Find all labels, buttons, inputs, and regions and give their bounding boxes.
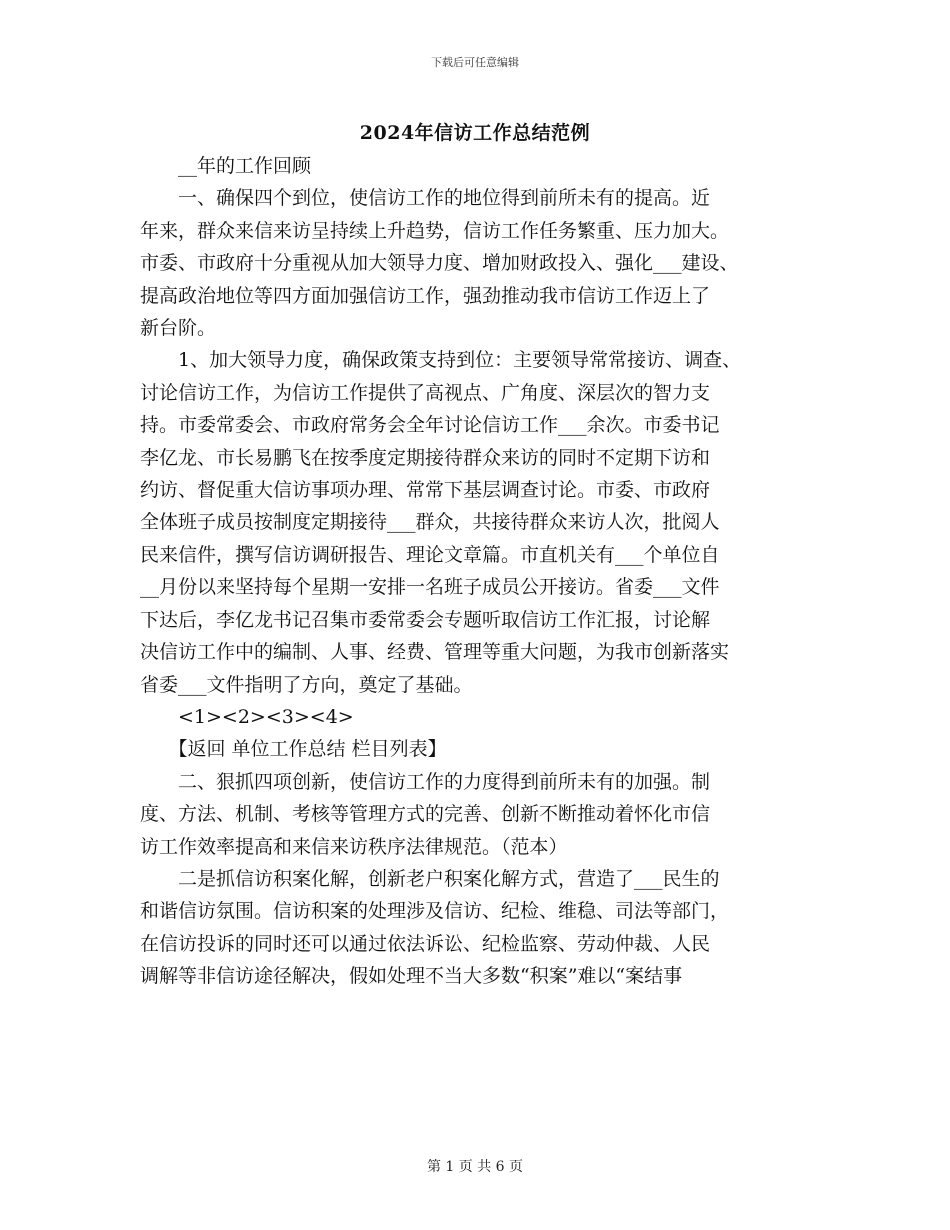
text-line: 新台阶。 (140, 317, 217, 340)
page-links[interactable]: <1><2><3><4> (140, 705, 354, 728)
text-line: 调解等非信访途径解决，假如处理不当大多数“积案”难以“案结事 (140, 965, 683, 988)
text-line: 省委___文件指明了方向，奠定了基础。 (140, 673, 473, 696)
text-line: __年的工作回顾 (140, 155, 312, 177)
text-line: 度、方法、机制、考核等管理方式的完善、创新不断推动着怀化市信 (140, 803, 711, 826)
text-line: 持。市委常委会、市政府常务会全年讨论信访工作___余次。市委书记 (140, 414, 720, 437)
text-line: __月份以来坚持每个星期一安排一名班子成员公开接访。省委___文件 (140, 576, 720, 599)
text-line: 和谐信访氛围。信访积案的处理涉及信访、纪检、维稳、司法等部门， (140, 900, 730, 923)
page-footer: 第 1 页 共 6 页 (426, 1159, 524, 1175)
document-title: 2024年信访工作总结范例 (359, 122, 591, 144)
text-line: 民来信件，撰写信访调研报告、理论文章篇。市直机关有___个单位自 (140, 543, 720, 566)
text-line: 一、确保四个到位，使信访工作的地位得到前所未有的提高。近 (140, 187, 711, 210)
document-body (140, 150, 830, 993)
text-line: 年来，群众来信来访呈持续上升趋势，信访工作任务繁重、压力加大。 (140, 219, 730, 242)
text-line: 提高政治地位等四方面加强信访工作，强劲推动我市信访工作迈上了 (140, 284, 711, 307)
text-line: 二、狠抓四项创新，使信访工作的力度得到前所未有的加强。制 (140, 770, 711, 793)
text-line: 访工作效率提高和来信来访秩序法律规范。（范本） (140, 835, 568, 858)
return-link[interactable]: 【返回 单位工作总结 栏目列表】 (140, 738, 447, 761)
text-line: 全体班子成员按制度定期接待___群众，共接待群众来访人次，批阅人 (140, 511, 720, 534)
text-line: 下达后，李亿龙书记召集市委常委会专题听取信访工作汇报，讨论解 (140, 608, 711, 631)
text-line: 二是抓信访积案化解，创新老户积案化解方式，营造了___民生的 (140, 867, 720, 890)
text-line: 市委、市政府十分重视从加大领导力度、增加财政投入、强化___建设、 (140, 252, 739, 275)
page-header: 下载后可任意编辑 (431, 56, 519, 69)
text-line: 李亿龙、市长易鹏飞在按季度定期接待群众来访的同时不定期下访和 (140, 446, 711, 469)
text-line: 决信访工作中的编制、人事、经费、管理等重大问题，为我市创新落实 (140, 641, 730, 664)
text-line: 在信访投诉的同时还可以通过依法诉讼、纪检监察、劳动仲裁、人民 (140, 932, 711, 955)
text-line: 1、加大领导力度，确保政策支持到位：主要领导常常接访、调查、 (140, 349, 742, 372)
text-line: 约访、督促重大信访事项办理、常常下基层调查讨论。市委、市政府 (140, 479, 711, 502)
text-line: 讨论信访工作，为信访工作提供了高视点、广角度、深层次的智力支 (140, 381, 711, 404)
